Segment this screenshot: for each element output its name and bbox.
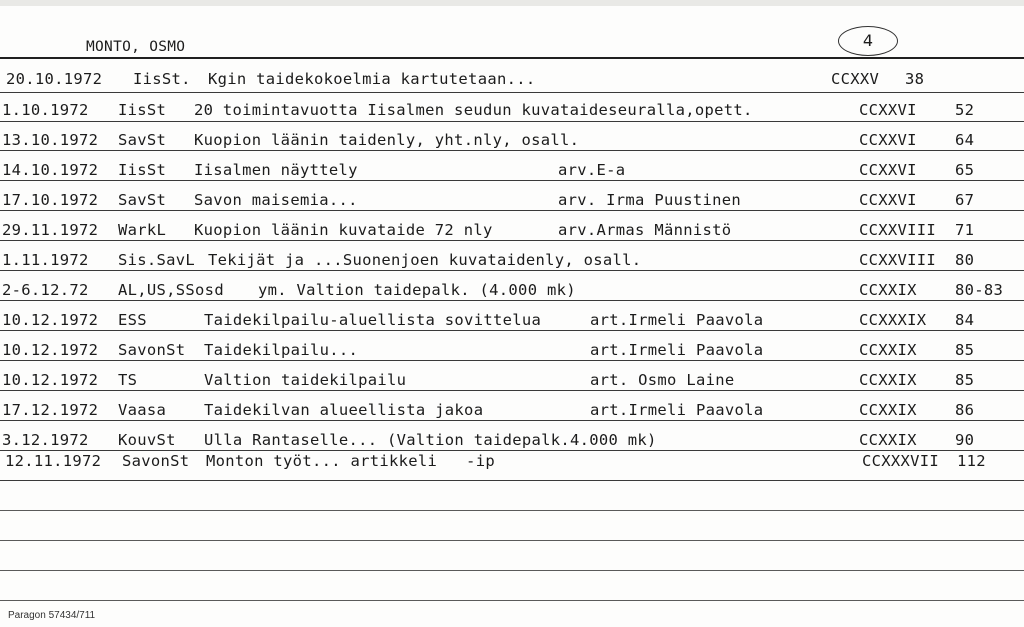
entry-page: 64 — [955, 131, 975, 149]
entry-page: 80 — [955, 251, 975, 269]
entry-date: 2-6.12.72 — [2, 281, 89, 299]
entry-author: art.Irmeli Paavola — [590, 401, 764, 419]
entry-author: arv. Irma Puustinen — [558, 191, 742, 209]
entry-volume: CCXXXIX — [859, 311, 927, 329]
entry-date: 1.10.1972 — [2, 101, 89, 119]
entry-date: 14.10.1972 — [2, 161, 99, 179]
entry-title: Valtion taidekilpailu — [204, 371, 407, 389]
entry-page: 65 — [955, 161, 975, 179]
entry-source: Sis.SavL — [118, 251, 196, 269]
entry-row — [0, 341, 1024, 361]
entry-author: art.Irmeli Paavola — [590, 341, 764, 359]
entry-source: SavSt — [118, 191, 167, 209]
entry-source: Vaasa — [118, 401, 167, 419]
entry-row — [0, 161, 1024, 181]
entry-date: 20.10.1972 — [6, 70, 103, 88]
entry-author: art. Osmo Laine — [590, 371, 735, 389]
entry-row — [0, 431, 1024, 451]
card-top-edge — [0, 0, 1024, 6]
entry-date: 10.12.1972 — [2, 311, 99, 329]
entry-title: Kuopion läänin kuvataide 72 nly — [194, 221, 493, 239]
entry-page: 112 — [957, 452, 986, 470]
entry-volume: CCXXVI — [859, 101, 917, 119]
entry-volume: CCXXIX — [859, 431, 917, 449]
entry-page: 80-83 — [955, 281, 1004, 299]
entry-row — [0, 251, 1024, 271]
entry-date: 29.11.1972 — [2, 221, 99, 239]
entry-author: arv.E-a — [558, 161, 626, 179]
entry-title: ym. Valtion taidepalk. (4.000 mk) — [258, 281, 576, 299]
entry-source: SavSt — [118, 131, 167, 149]
entry-page: 38 — [905, 70, 925, 88]
entry-date: 10.12.1972 — [2, 341, 99, 359]
entry-volume: CCXXVI — [859, 191, 917, 209]
entry-row — [0, 371, 1024, 391]
entry-row — [0, 131, 1024, 151]
entry-date: 17.10.1972 — [2, 191, 99, 209]
entry-volume: CCXXVI — [859, 161, 917, 179]
entry-source: TS — [118, 371, 138, 389]
entry-source: IisSt — [118, 101, 167, 119]
rule-line — [0, 92, 1024, 93]
card-number-circled: 4 — [838, 26, 898, 56]
entry-date: 12.11.1972 — [5, 452, 102, 470]
entry-page: 86 — [955, 401, 975, 419]
entry-volume: CCXXVIII — [859, 251, 937, 269]
entry-title: Monton työt... artikkeli -ip — [206, 452, 495, 470]
entry-volume: CCXXIX — [859, 281, 917, 299]
entry-title: Tekijät ja ...Suonenjoen kuvataidenly, osall. — [208, 251, 642, 269]
rule-line — [0, 480, 1024, 481]
entry-row — [0, 401, 1024, 421]
entry-row — [0, 311, 1024, 331]
entry-date: 1.11.1972 — [2, 251, 89, 269]
entry-page: 85 — [955, 341, 975, 359]
entry-title: Taidekilvan alueellista jakoa — [204, 401, 484, 419]
entry-title: Ulla Rantaselle... (Valtion taidepalk.4.000 mk) — [204, 431, 657, 449]
rule-line — [0, 570, 1024, 571]
entry-page: 85 — [955, 371, 975, 389]
entry-page: 67 — [955, 191, 975, 209]
entry-volume: CCXXVIII — [859, 221, 937, 239]
entry-page: 52 — [955, 101, 975, 119]
entry-source: AL,US,SSosd — [118, 281, 224, 299]
entry-date: 17.12.1972 — [2, 401, 99, 419]
entry-title: 20 toimintavuotta Iisalmen seudun kuvataideseuralla,opett. — [194, 101, 753, 119]
entry-row — [0, 452, 1024, 472]
card-footer-print: Paragon 57434/711 — [8, 610, 96, 621]
entry-author: art.Irmeli Paavola — [590, 311, 764, 329]
entry-title: Taidekilpailu-aluellista sovittelua — [204, 311, 542, 329]
entry-source: IisSt. — [133, 70, 191, 88]
entry-date: 10.12.1972 — [2, 371, 99, 389]
entry-page: 90 — [955, 431, 975, 449]
entry-volume: CCXXIX — [859, 371, 917, 389]
rule-line — [0, 510, 1024, 511]
entry-title: Iisalmen näyttely — [194, 161, 358, 179]
entry-title: Taidekilpailu... — [204, 341, 359, 359]
entry-title: Savon maisemia... — [194, 191, 358, 209]
entry-title: Kgin taidekokoelmia kartutetaan... — [208, 70, 536, 88]
entry-page: 71 — [955, 221, 975, 239]
entry-date: 13.10.1972 — [2, 131, 99, 149]
entry-volume: CCXXXVII — [862, 452, 940, 470]
entry-row — [0, 221, 1024, 241]
header-rule — [0, 57, 1024, 59]
entry-title: Kuopion läänin taidenly, yht.nly, osall. — [194, 131, 580, 149]
entry-page: 84 — [955, 311, 975, 329]
entry-volume: CCXXIX — [859, 401, 917, 419]
entry-volume: CCXXV — [831, 70, 880, 88]
rule-line — [0, 600, 1024, 601]
entry-row — [0, 281, 1024, 301]
entry-row — [0, 70, 1024, 90]
entry-row — [0, 191, 1024, 211]
entry-author: arv.Armas Männistö — [558, 221, 732, 239]
entry-source: WarkL — [118, 221, 167, 239]
rule-line — [0, 121, 1024, 122]
entry-source: KouvSt — [118, 431, 176, 449]
entry-date: 3.12.1972 — [2, 431, 89, 449]
rule-line — [0, 540, 1024, 541]
entry-source: SavonSt — [118, 341, 186, 359]
entry-row — [0, 101, 1024, 121]
entry-source: ESS — [118, 311, 147, 329]
entry-volume: CCXXIX — [859, 341, 917, 359]
entry-source: SavonSt — [122, 452, 190, 470]
entry-source: IisSt — [118, 161, 167, 179]
entry-volume: CCXXVI — [859, 131, 917, 149]
card-name: MONTO, OSMO — [86, 39, 186, 55]
